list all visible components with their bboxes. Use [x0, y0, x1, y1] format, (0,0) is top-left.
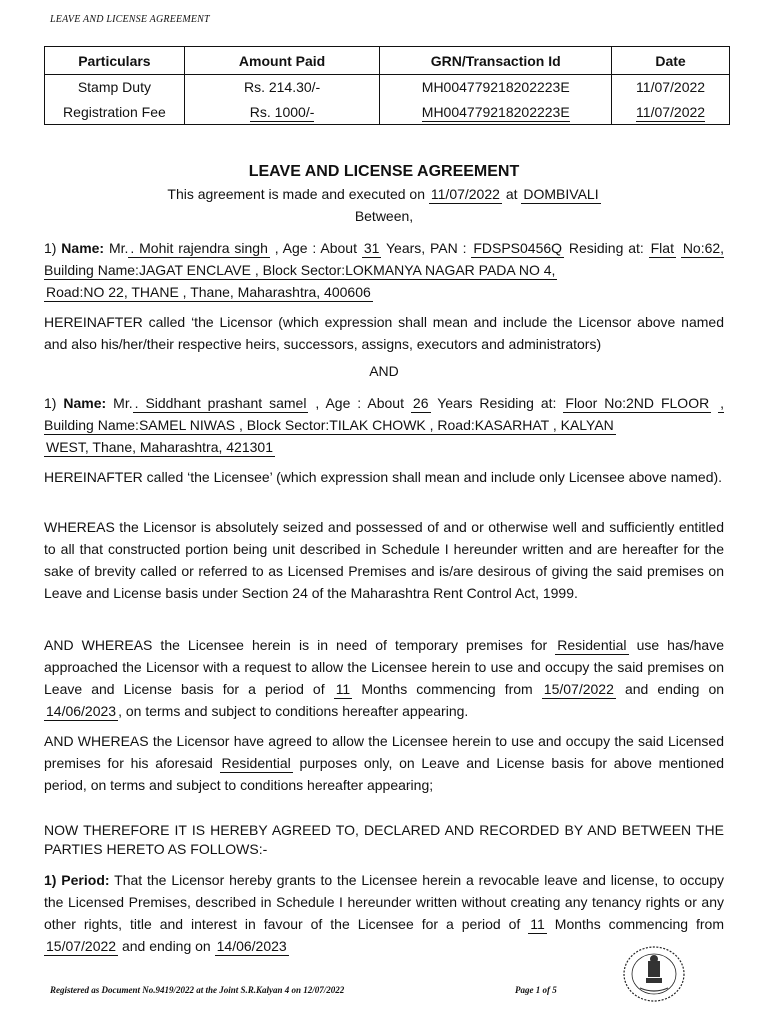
licensor-hereinafter: HEREINAFTER called ‘the Licensor (which expression shall mean and include the Licensor above named and also his/her/their respective heirs, successors, assigns, executors and administrators)	[44, 314, 724, 352]
name-label: Name:	[61, 240, 105, 256]
licensee-hereinafter: HEREINAFTER called ‘the Licensee’ (which expression shall mean and include only Licensee above named).	[44, 469, 723, 485]
table-cell: Stamp Duty	[45, 75, 185, 100]
start-date: 15/07/2022	[543, 681, 614, 697]
age-label: , Age : About	[274, 240, 357, 256]
licensor-details	[44, 237, 724, 303]
table-cell	[612, 100, 730, 125]
licensor-address: Road:NO 22, THANE , Thane, Maharashtra, 400606	[46, 284, 371, 300]
registration-seal-icon	[620, 944, 688, 1004]
period-label: 1) Period:	[44, 872, 110, 888]
end-date: 14/06/2023	[216, 938, 287, 954]
between-line: Between,	[354, 208, 414, 224]
text: AND WHEREAS the Licensee herein is in need of temporary premises for	[44, 637, 548, 653]
licensor-name: . Mohit rajendra singh	[130, 240, 268, 256]
column-header: Particulars	[45, 47, 185, 75]
text: That the Licensor hereby grants to the Licensee herein a revocable leave and license, to occupy the Licensed Premises, described in Schedule I hereunder written without creating any tenancy rights or any other rights, title and interest in favour of the Licensee for a period of	[44, 872, 724, 932]
whereas-paragraph: WHEREAS the Licensor is absolutely seized and possessed of and or otherwise well and sufficiently entitled to all that constructed portion being unit described in Schedule I hereunder written and are hereafter for the sake of brevity called or referred to as Licensed Premises and is/are desirous of giving the said premises on Leave and License basis under Section 24 of the Maharashtra Rent Control Act, 1999.	[44, 519, 724, 601]
table-cell	[184, 100, 380, 125]
table-cell: MH004779218202223E	[380, 75, 612, 100]
use-type: Residential	[557, 637, 627, 653]
text: , on terms and subject to conditions hereafter appearing.	[118, 703, 469, 719]
table-cell-value: MH004779218202223E	[421, 103, 570, 120]
licensor-pan: FDSPS0456Q	[473, 240, 563, 256]
fees-table	[44, 46, 730, 125]
table-row	[45, 100, 730, 125]
made-at: at	[505, 186, 518, 202]
party-number: 1)	[44, 240, 57, 256]
made-date: 11/07/2022	[430, 186, 500, 202]
table-header-row	[45, 47, 730, 75]
text: use has/have approached the Licensor with a request to allow the Licensee herein to use and occupy the said premises on Leave and License basis for a period of	[44, 637, 724, 697]
document-title: LEAVE AND LICENSE AGREEMENT	[248, 163, 520, 180]
running-header: LEAVE AND LICENSE AGREEMENT	[50, 14, 210, 25]
page-number: Page 1 of 5	[515, 985, 557, 995]
text: Months commencing from	[554, 916, 724, 932]
licensee-address: WEST, Thane, Maharashtra, 421301	[46, 439, 273, 455]
name-prefix: Mr.	[113, 395, 133, 411]
party-number: 1)	[44, 395, 57, 411]
name-prefix: Mr.	[108, 240, 129, 256]
table-cell-value: 11/07/2022	[636, 103, 706, 120]
name-label: Name:	[63, 395, 107, 411]
end-date: 14/06/2023	[46, 703, 117, 719]
made-prefix: This agreement is made and executed on	[167, 186, 425, 202]
age-label: , Age : About	[315, 395, 404, 411]
table-cell	[380, 100, 612, 125]
period-months: 11	[335, 681, 351, 697]
column-header: Amount Paid	[184, 47, 380, 75]
pan-label: Years, PAN :	[385, 240, 467, 256]
registration-note: Registered as Document No.9419/2022 at the Joint S.R.Kalyan 4 on 12/07/2022	[50, 985, 345, 995]
text: and ending on	[121, 938, 211, 954]
licensee-name: . Siddhant prashant samel	[134, 395, 307, 411]
text: purposes only, on Leave and License basis for above mentioned period, on terms and subject to conditions hereafter appearing;	[44, 755, 725, 793]
start-date: 15/07/2022	[46, 938, 117, 954]
period-months: 11	[530, 916, 545, 932]
table-cell: Rs. 214.30/-	[184, 75, 380, 100]
column-header: GRN/Transaction Id	[380, 47, 612, 75]
residing-label: Years Residing at:	[437, 395, 557, 411]
now-therefore-heading: NOW THEREFORE IT IS HEREBY AGREED TO, DECLARED AND RECORDED BY AND BETWEEN THE PARTIES HERETO AS FOLLOWS:-	[44, 822, 724, 857]
licensee-address: , Building Name:SAMEL NIWAS , Block Sector:TILAK CHOWK , Road:KASARHAT , KALYAN	[44, 395, 725, 433]
licensor-age: 31	[363, 240, 380, 256]
licensee-address: Floor No:2ND FLOOR	[565, 395, 710, 411]
use-type: Residential	[221, 755, 291, 771]
licensee-details	[44, 392, 724, 458]
made-line	[0, 186, 768, 202]
residing-label: Residing at:	[568, 240, 644, 256]
table-cell-value: Rs. 1000/-	[249, 103, 315, 120]
text: Months commencing from	[361, 681, 533, 697]
made-place: DOMBIVALI	[523, 186, 599, 202]
whereas-paragraph	[44, 730, 724, 796]
licensee-age: 26	[412, 395, 429, 411]
licensor-address: Flat	[650, 240, 674, 256]
table-cell: 11/07/2022	[612, 75, 730, 100]
table-cell: Registration Fee	[45, 100, 185, 125]
column-header: Date	[612, 47, 730, 75]
text: and ending on	[624, 681, 725, 697]
table-row	[45, 75, 730, 100]
licensor-address: No:62, Building Name:JAGAT ENCLAVE , Block Sector:LOKMANYA NAGAR PADA NO 4,	[44, 240, 725, 278]
and-separator: AND	[369, 363, 399, 379]
whereas-paragraph	[44, 634, 724, 722]
text: AND WHEREAS the Licensor have agreed to allow the Licensee herein to use and occupy the said Licensed premises for his aforesaid	[44, 733, 724, 771]
